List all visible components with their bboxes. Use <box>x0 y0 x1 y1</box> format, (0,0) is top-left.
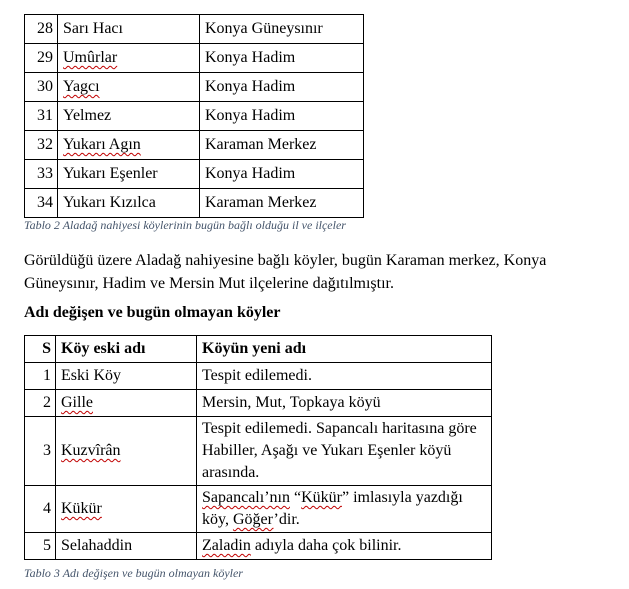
table-row <box>25 189 364 218</box>
row-number: 34 <box>25 189 58 218</box>
province-district: Konya Hadim <box>200 102 364 131</box>
table-row <box>25 363 492 390</box>
village-name: Yagcı <box>58 73 200 102</box>
row-number: 3 <box>25 417 56 486</box>
province-district: Karaman Merkez <box>200 131 364 160</box>
text-fragment: ” imlasıyla yazdığı köy, <box>202 489 463 528</box>
row-number: 4 <box>25 486 56 533</box>
row-number: 2 <box>25 390 56 417</box>
table-row <box>25 44 364 73</box>
text-fragment: Tespit edilemedi. Sapancalı haritasına göre Habiller, Aşağı ve Yukarı Eşenler köyü arasında. <box>202 420 477 481</box>
province-district: Konya Hadim <box>200 160 364 189</box>
table-row <box>25 533 492 560</box>
village-name: Yukarı Eşenler <box>58 160 200 189</box>
text-fragment: ’dir. <box>273 511 300 528</box>
text-fragment: Sapancalı’nın <box>202 489 290 506</box>
new-village-name <box>197 486 492 533</box>
village-name: Sarı Hacı <box>58 15 200 44</box>
old-village-name: Selahaddin <box>56 533 197 560</box>
table-row <box>25 73 364 102</box>
text-fragment: Göğer <box>232 511 274 528</box>
province-district: Konya Hadim <box>200 73 364 102</box>
table-row <box>25 160 364 189</box>
row-number: 30 <box>25 73 58 102</box>
villages-province-table <box>24 14 364 218</box>
new-village-name <box>197 390 492 417</box>
row-number: 28 <box>25 15 58 44</box>
row-number: 5 <box>25 533 56 560</box>
row-number: 31 <box>25 102 58 131</box>
text-fragment: Tespit edilemedi. <box>202 367 312 384</box>
row-number: 32 <box>25 131 58 160</box>
renamed-villages-table-body <box>25 363 492 560</box>
row-number: 29 <box>25 44 58 73</box>
village-name: Umûrlar <box>58 44 200 73</box>
table3-caption: Tablo 3 Adı değişen ve bugün olmayan köyler <box>24 566 243 580</box>
province-district: Karaman Merkez <box>200 189 364 218</box>
row-number: 1 <box>25 363 56 390</box>
renamed-villages-table <box>24 335 492 560</box>
villages-province-table-body <box>25 15 364 218</box>
summary-paragraph: Görüldüğü üzere Aladağ nahiyesine bağlı köyler, bugün Karaman merkez, Konya Güneysınır, Hadim ve Mersin Mut ilçelerine dağıtılmıştır. <box>24 252 547 292</box>
old-village-name: Eski Köy <box>56 363 197 390</box>
text-fragment: adıyla daha çok bilinir. <box>250 537 402 554</box>
province-district: Konya Hadim <box>200 44 364 73</box>
text-fragment: Mersin, Mut, Topkaya köyü <box>202 394 381 411</box>
village-name: Yukarı Agın <box>58 131 200 160</box>
new-village-name <box>197 417 492 486</box>
old-village-name: Kükür <box>56 486 197 533</box>
header-new-name: Köyün yeni adı <box>197 336 492 363</box>
header-old-name: Köy eski adı <box>56 336 197 363</box>
header-s: S <box>25 336 56 363</box>
section-heading: Adı değişen ve bugün olmayan köyler <box>24 304 281 321</box>
old-village-name: Kuzvîrân <box>56 417 197 486</box>
table-row <box>25 486 492 533</box>
table-row <box>25 390 492 417</box>
text-fragment: Kükür <box>301 489 342 506</box>
table-row <box>25 102 364 131</box>
village-name: Yelmez <box>58 102 200 131</box>
table2-caption: Tablo 2 Aladağ nahiyesi köylerinin bugün bağlı olduğu il ve ilçeler <box>24 218 346 232</box>
new-village-name <box>197 363 492 390</box>
table-row <box>25 15 364 44</box>
new-village-name <box>197 533 492 560</box>
province-district: Konya Güneysınır <box>200 15 364 44</box>
table-header-row <box>25 336 492 363</box>
text-fragment: “ <box>289 489 302 506</box>
old-village-name: Gille <box>56 390 197 417</box>
table-row <box>25 417 492 486</box>
row-number: 33 <box>25 160 58 189</box>
village-name: Yukarı Kızılca <box>58 189 200 218</box>
table-row <box>25 131 364 160</box>
text-fragment: Zaladin <box>202 537 251 554</box>
